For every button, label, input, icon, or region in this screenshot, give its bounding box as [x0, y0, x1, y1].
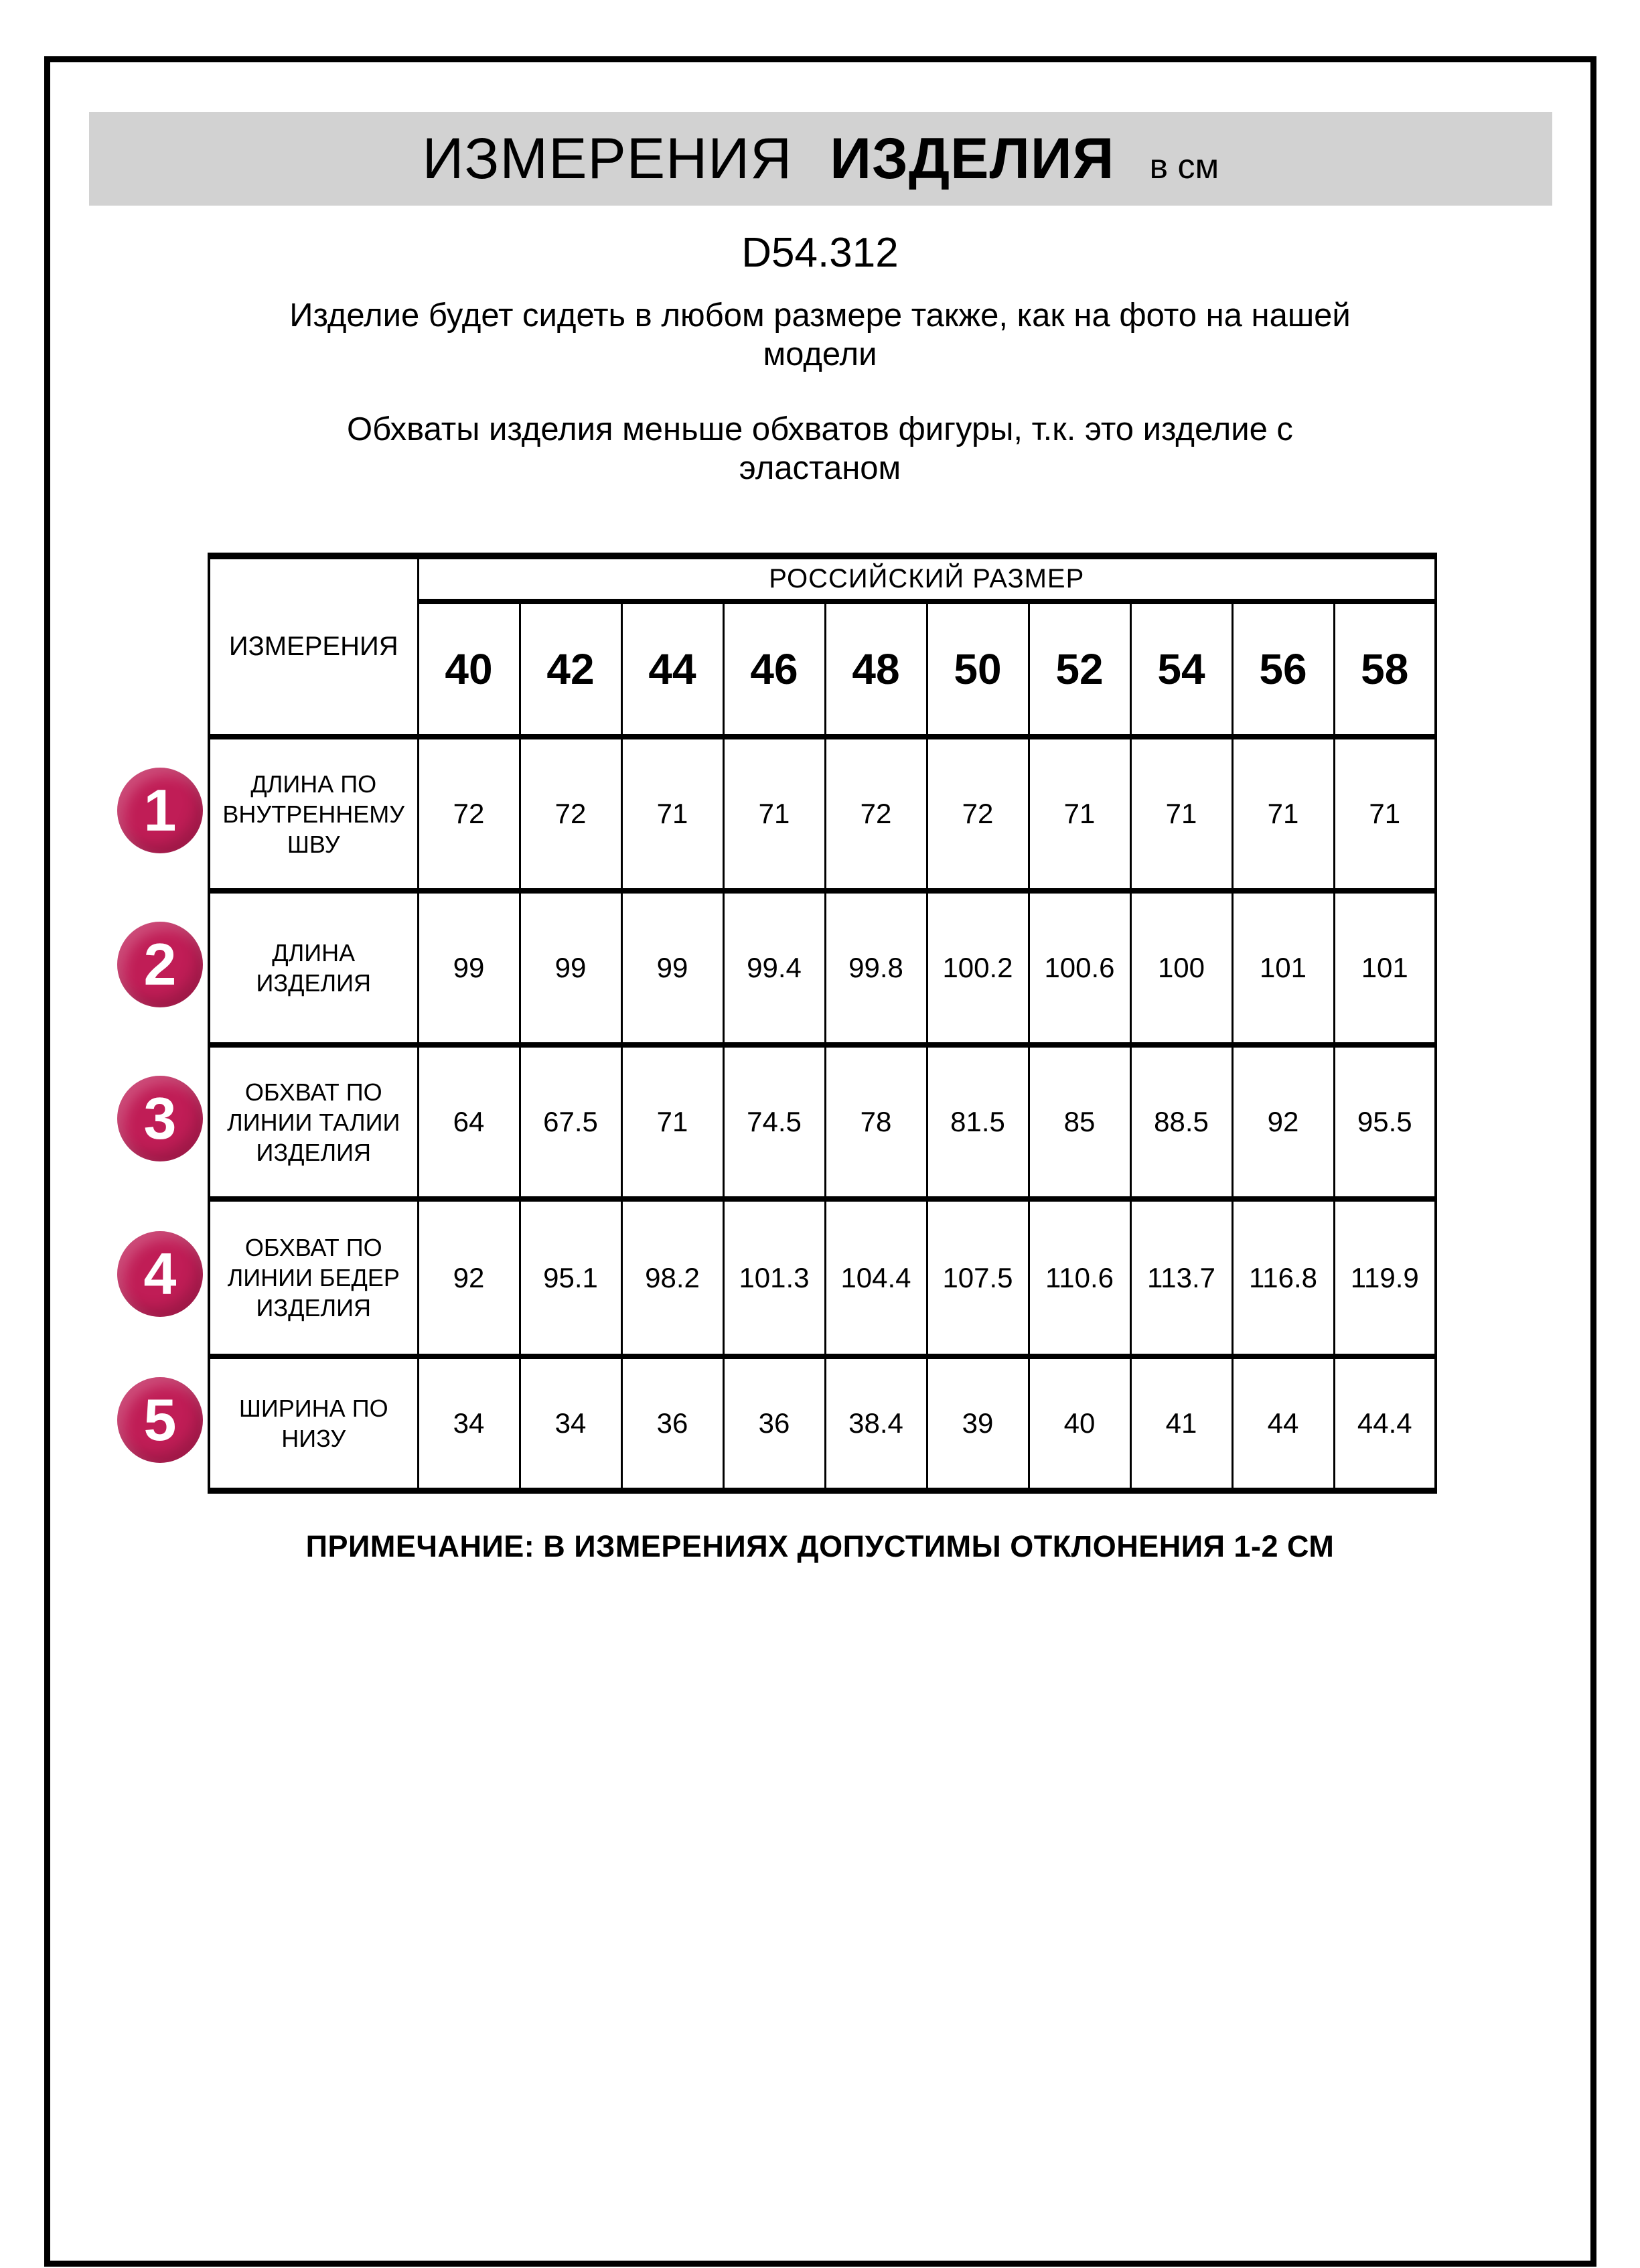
size-value-cell: 100 — [1130, 891, 1232, 1045]
size-value-cell: 110.6 — [1029, 1199, 1130, 1356]
size-header-cell: 44 — [621, 601, 723, 737]
size-value-cell: 95.5 — [1334, 1045, 1436, 1199]
fit-note-line-1: Изделие будет сидеть в любом размере также, как на фото на нашей — [289, 297, 1351, 334]
row-number: 3 — [143, 1085, 177, 1151]
size-value-cell: 104.4 — [825, 1199, 927, 1356]
table-row — [209, 1356, 1436, 1490]
stretch-note-paragraph — [0, 410, 1640, 488]
size-header-cell: 40 — [418, 601, 520, 737]
size-header-cell: 48 — [825, 601, 927, 737]
size-value-cell: 71 — [621, 1045, 723, 1199]
row-number-badge-4 — [117, 1231, 203, 1317]
size-value-cell: 92 — [1232, 1045, 1334, 1199]
russian-size-header-cell: РОССИЙСКИЙ РАЗМЕР — [418, 556, 1436, 601]
size-value-cell: 72 — [520, 737, 621, 891]
row-label-cell: ДЛИНА ПО ВНУТРЕННЕМУ ШВУ — [209, 737, 418, 891]
size-value-cell: 34 — [520, 1356, 621, 1490]
size-value-cell: 34 — [418, 1356, 520, 1490]
size-value-cell: 85 — [1029, 1045, 1130, 1199]
size-value-cell: 99.8 — [825, 891, 927, 1045]
title-bar — [89, 112, 1552, 206]
size-header-cell: 58 — [1334, 601, 1436, 737]
fit-note-line-2: модели — [763, 336, 877, 372]
size-header-cell: 46 — [723, 601, 825, 737]
table-row — [209, 891, 1436, 1045]
size-value-cell: 71 — [1334, 737, 1436, 891]
size-value-cell: 95.1 — [520, 1199, 621, 1356]
size-value-cell: 71 — [1130, 737, 1232, 891]
size-value-cell: 72 — [418, 737, 520, 891]
size-value-cell: 98.2 — [621, 1199, 723, 1356]
size-value-cell: 99 — [621, 891, 723, 1045]
row-number: 4 — [143, 1241, 177, 1307]
size-value-cell: 71 — [1232, 737, 1334, 891]
size-value-cell: 74.5 — [723, 1045, 825, 1199]
size-value-cell: 107.5 — [927, 1199, 1029, 1356]
title-unit-label: в см — [1149, 147, 1219, 186]
size-header-cell: 54 — [1130, 601, 1232, 737]
size-header-cell: 56 — [1232, 601, 1334, 737]
stretch-note-line-2: эластаном — [739, 450, 901, 486]
size-value-cell: 71 — [1029, 737, 1130, 891]
size-value-cell: 71 — [723, 737, 825, 891]
size-value-cell: 78 — [825, 1045, 927, 1199]
size-value-cell: 88.5 — [1130, 1045, 1232, 1199]
size-value-cell: 92 — [418, 1199, 520, 1356]
size-value-cell: 101 — [1334, 891, 1436, 1045]
size-header-cell: 42 — [520, 601, 621, 737]
size-value-cell: 71 — [621, 737, 723, 891]
row-label-cell: ОБХВАТ ПО ЛИНИИ БЕДЕР ИЗДЕЛИЯ — [209, 1199, 418, 1356]
row-label-cell: ДЛИНА ИЗДЕЛИЯ — [209, 891, 418, 1045]
size-header-cell: 52 — [1029, 601, 1130, 737]
row-number-badge-2 — [117, 922, 203, 1007]
table-row — [209, 737, 1436, 891]
size-value-cell: 100.6 — [1029, 891, 1130, 1045]
article-number: D54.312 — [741, 230, 899, 276]
size-value-cell: 81.5 — [927, 1045, 1029, 1199]
size-value-cell: 41 — [1130, 1356, 1232, 1490]
table-row — [209, 1045, 1436, 1199]
size-header-cell: 50 — [927, 601, 1029, 737]
size-value-cell: 119.9 — [1334, 1199, 1436, 1356]
size-value-cell: 72 — [927, 737, 1029, 891]
size-value-cell: 44 — [1232, 1356, 1334, 1490]
size-value-cell: 101.3 — [723, 1199, 825, 1356]
size-value-cell: 36 — [723, 1356, 825, 1490]
row-number-badge-5 — [117, 1377, 203, 1463]
row-label-cell: ОБХВАТ ПО ЛИНИИ ТАЛИИ ИЗДЕЛИЯ — [209, 1045, 418, 1199]
size-value-cell: 116.8 — [1232, 1199, 1334, 1356]
size-value-cell: 101 — [1232, 891, 1334, 1045]
tolerance-note: ПРИМЕЧАНИЕ: В ИЗМЕРЕНИЯХ ДОПУСТИМЫ ОТКЛОНЕНИЯ 1-2 СМ — [305, 1529, 1335, 1563]
size-value-cell: 99 — [418, 891, 520, 1045]
size-value-cell: 99.4 — [723, 891, 825, 1045]
size-value-cell: 38.4 — [825, 1356, 927, 1490]
row-number: 2 — [143, 931, 177, 997]
size-measurements-table — [208, 553, 1437, 1494]
table-row — [209, 1199, 1436, 1356]
title-word-measurements: ИЗМЕРЕНИЯ — [422, 127, 793, 191]
size-value-cell: 67.5 — [520, 1045, 621, 1199]
measurements-header-cell: ИЗМЕРЕНИЯ — [209, 556, 418, 737]
size-value-cell: 36 — [621, 1356, 723, 1490]
size-value-cell: 39 — [927, 1356, 1029, 1490]
row-number: 1 — [143, 777, 177, 843]
size-value-cell: 99 — [520, 891, 621, 1045]
row-number: 5 — [143, 1387, 177, 1453]
row-number-badge-1 — [117, 768, 203, 853]
size-value-cell: 40 — [1029, 1356, 1130, 1490]
size-value-cell: 44.4 — [1334, 1356, 1436, 1490]
title-word-product: ИЗДЕЛИЯ — [830, 127, 1115, 191]
row-label-cell: ШИРИНА ПО НИЗУ — [209, 1356, 418, 1490]
size-value-cell: 100.2 — [927, 891, 1029, 1045]
fit-note-paragraph — [0, 296, 1640, 374]
size-value-cell: 72 — [825, 737, 927, 891]
size-value-cell: 113.7 — [1130, 1199, 1232, 1356]
row-number-badge-3 — [117, 1076, 203, 1161]
stretch-note-line-1: Обхваты изделия меньше обхватов фигуры, т.к. это изделие с — [347, 411, 1293, 447]
size-value-cell: 64 — [418, 1045, 520, 1199]
